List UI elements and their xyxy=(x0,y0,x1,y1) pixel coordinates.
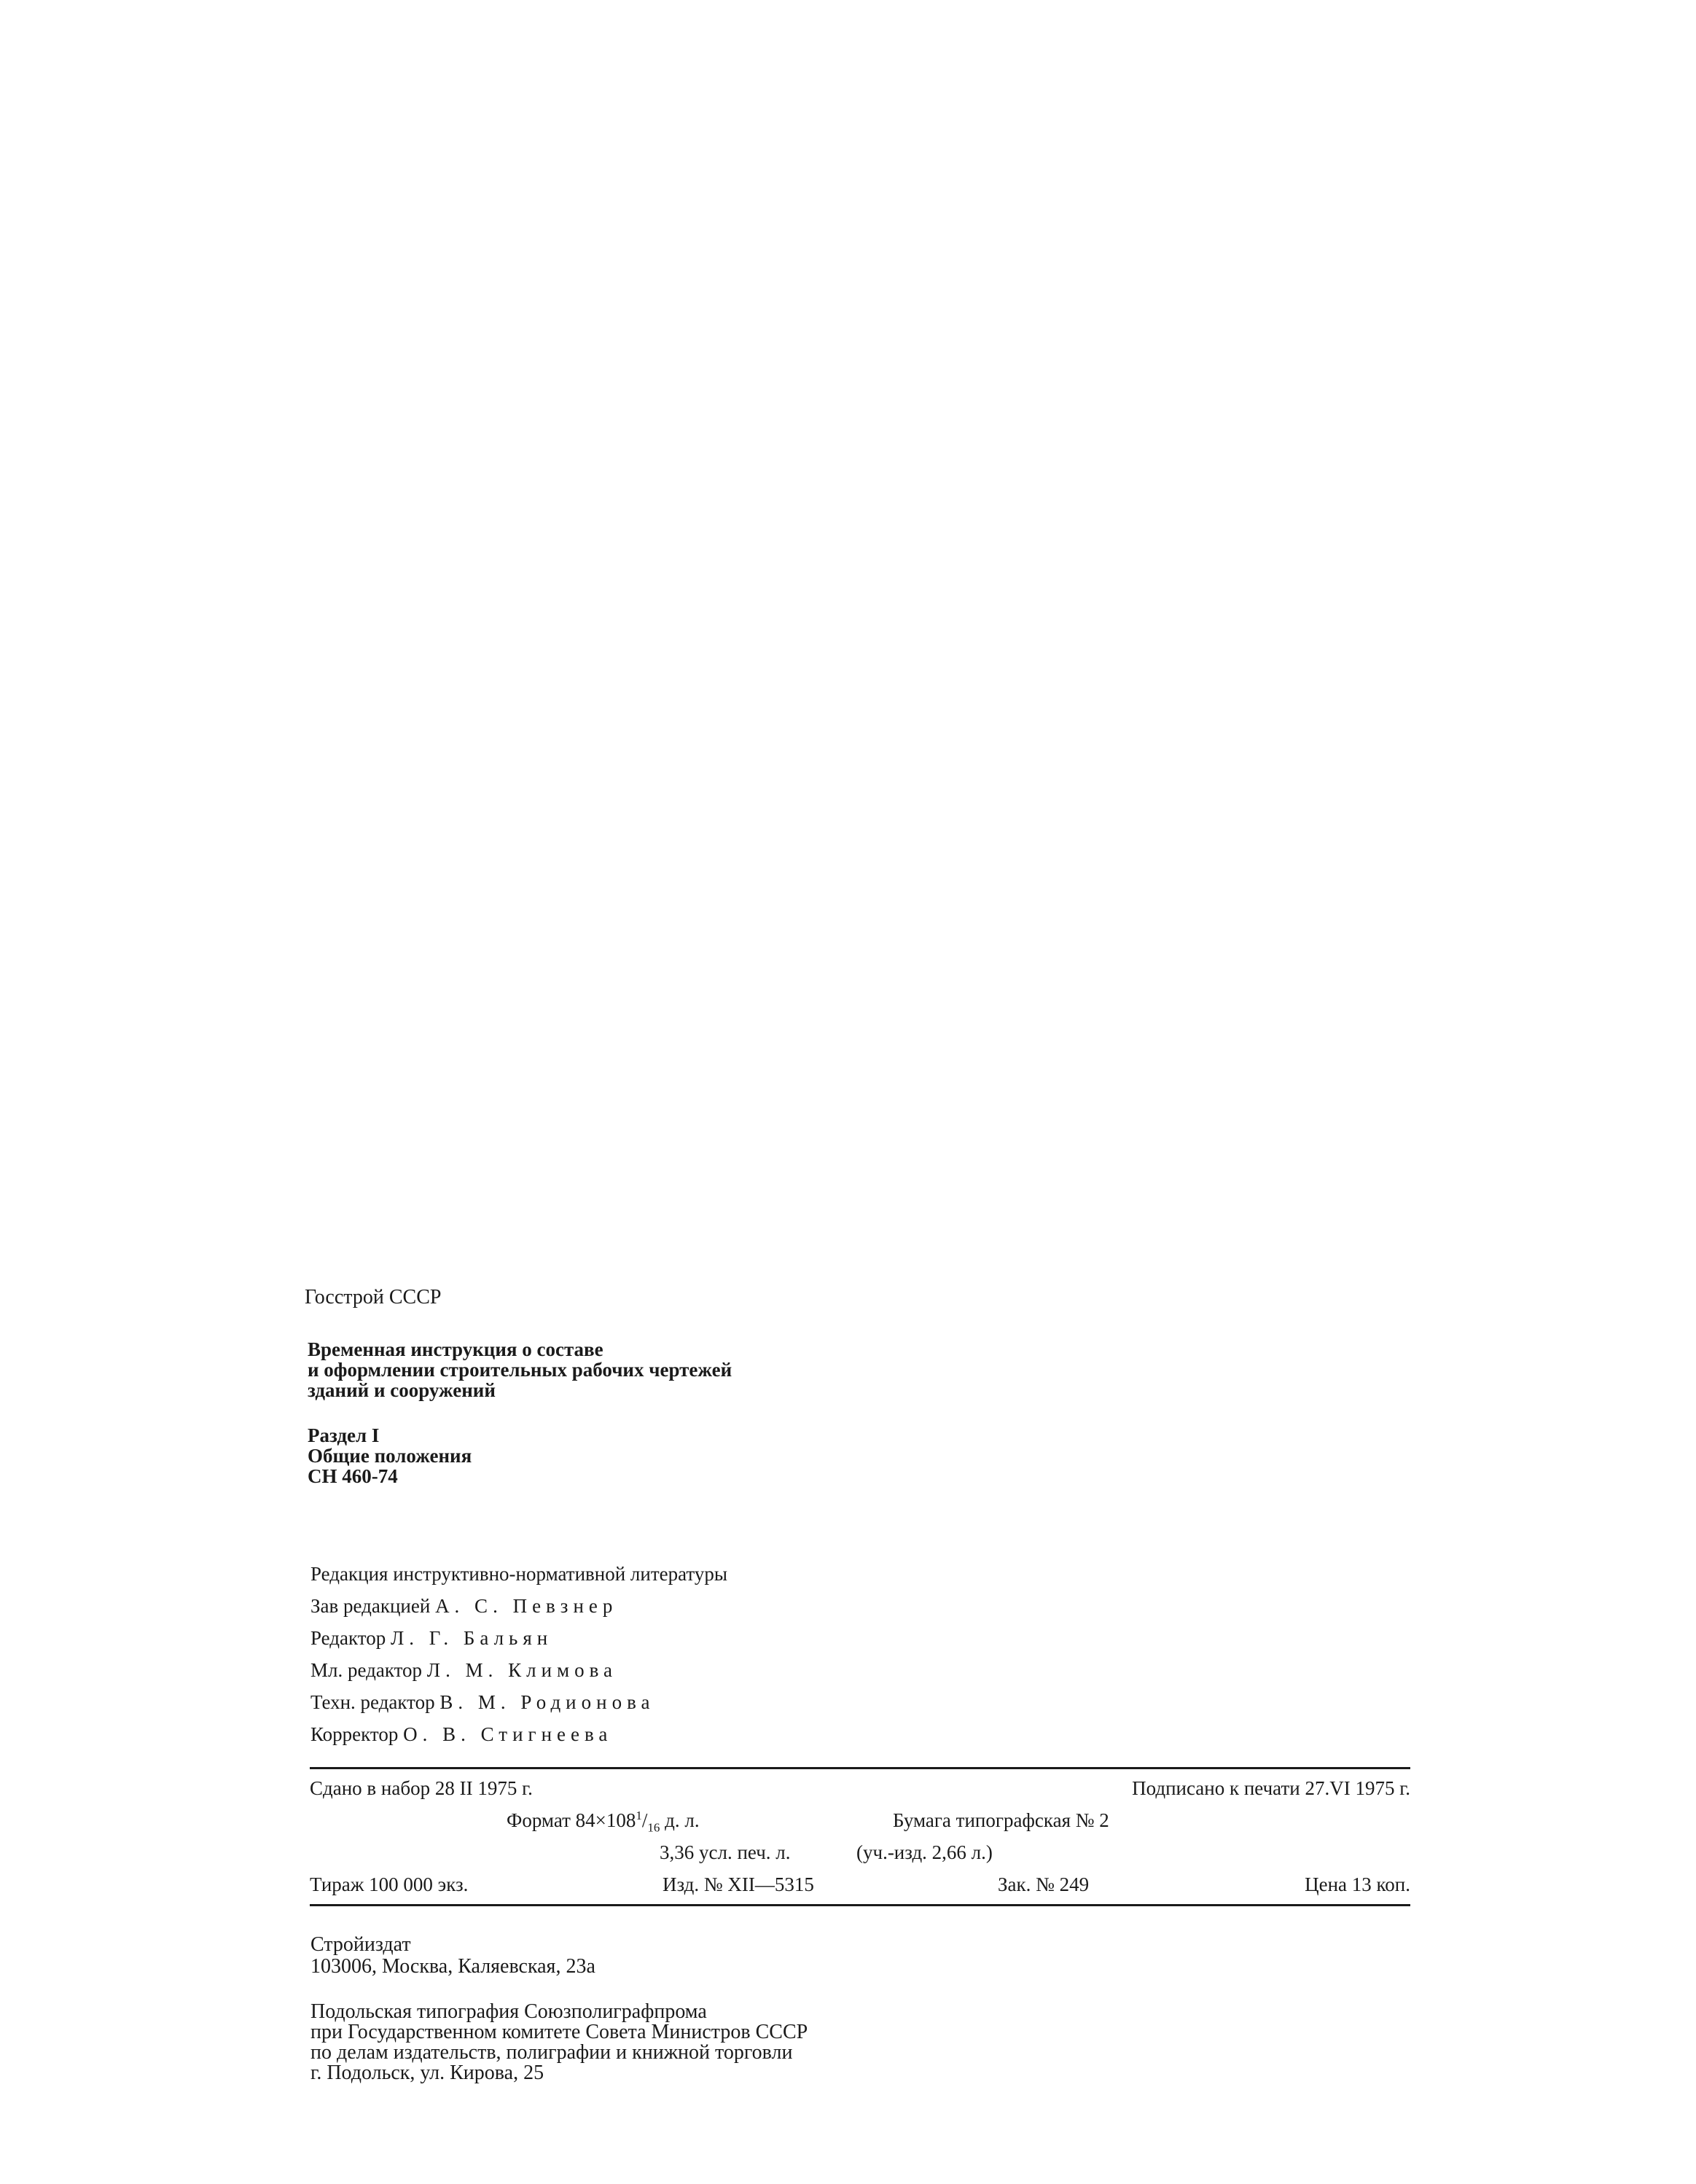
editorial-office: Редакция инструктивно-нормативной литературы xyxy=(310,1563,727,1585)
junior-editor-name: Л. М. Климова xyxy=(426,1659,618,1681)
title-line-3: зданий и сооружений xyxy=(308,1379,496,1401)
tech-editor-name: В. М. Родионова xyxy=(439,1691,655,1713)
signed-date: Подписано к печати 27.VI 1975 г. xyxy=(1132,1777,1410,1799)
format-sup: 1 xyxy=(636,1809,642,1822)
tech-editor xyxy=(310,1693,654,1712)
proofreader xyxy=(310,1725,612,1744)
typeset-date: Сдано в набор 28 II 1975 г. xyxy=(310,1777,533,1799)
head-label: Зав редакцией xyxy=(310,1595,431,1617)
section-title: Общие положения xyxy=(308,1445,472,1467)
imprint-bottom-rule xyxy=(310,1904,1410,1906)
section-number: Раздел I xyxy=(308,1424,380,1446)
publication-number: Изд. № XII—5315 xyxy=(663,1873,814,1895)
organization-name: Госстрой СССР xyxy=(305,1286,442,1309)
imprint-top-rule xyxy=(310,1767,1410,1769)
printed-sheets: 3,36 усл. печ. л. xyxy=(660,1841,791,1863)
paper-type: Бумага типографская № 2 xyxy=(893,1809,1109,1831)
junior-editor xyxy=(310,1661,617,1680)
printer-line-2: при Государственном комитете Совета Министров СССР xyxy=(310,2021,808,2043)
document-code: СН 460-74 xyxy=(308,1465,398,1487)
junior-editor-label: Мл. редактор xyxy=(310,1659,423,1681)
proofreader-name: О. В. Стигнеева xyxy=(403,1723,613,1745)
printer-line-1: Подольская типография Союзполиграфпрома xyxy=(310,2000,707,2023)
head-of-editorial xyxy=(310,1596,617,1616)
format-sub: 16 xyxy=(647,1820,660,1835)
proofreader-label: Корректор xyxy=(310,1723,399,1745)
imprint-row-3 xyxy=(310,1843,1410,1866)
format-prefix: Формат 84×108 xyxy=(507,1809,636,1831)
publisher-address: 103006, Москва, Каляевская, 23а xyxy=(310,1955,595,1978)
editor-label: Редактор xyxy=(310,1627,386,1649)
title-line-2: и оформлении строительных рабочих чертежей xyxy=(308,1359,732,1381)
head-name: А. С. Певзнер xyxy=(435,1595,618,1617)
editor-name: Л. Г. Бальян xyxy=(390,1627,553,1649)
format-suffix: д. л. xyxy=(665,1809,700,1831)
printer-line-4: г. Подольск, ул. Кирова, 25 xyxy=(310,2062,544,2084)
order-number: Зак. № 249 xyxy=(998,1873,1090,1895)
editor xyxy=(310,1629,552,1648)
tech-editor-label: Техн. редактор xyxy=(310,1691,435,1713)
publishing-sheets: (уч.-изд. 2,66 л.) xyxy=(856,1841,993,1863)
imprint-row-2 xyxy=(310,1811,1410,1834)
title-line-1: Временная инструкция о составе xyxy=(308,1338,603,1360)
page-format: Формат $84\times 108^1/_{16}$ д. л. xyxy=(507,1809,700,1835)
price: Цена 13 коп. xyxy=(1305,1873,1410,1895)
printer-line-3: по делам издательств, полиграфии и книжной торговли xyxy=(310,2041,793,2064)
imprint-row-1 xyxy=(310,1779,1410,1802)
imprint-row-4 xyxy=(310,1875,1410,1898)
publisher-name: Стройиздат xyxy=(310,1933,411,1956)
print-run: Тираж 100 000 экз. xyxy=(310,1873,469,1895)
